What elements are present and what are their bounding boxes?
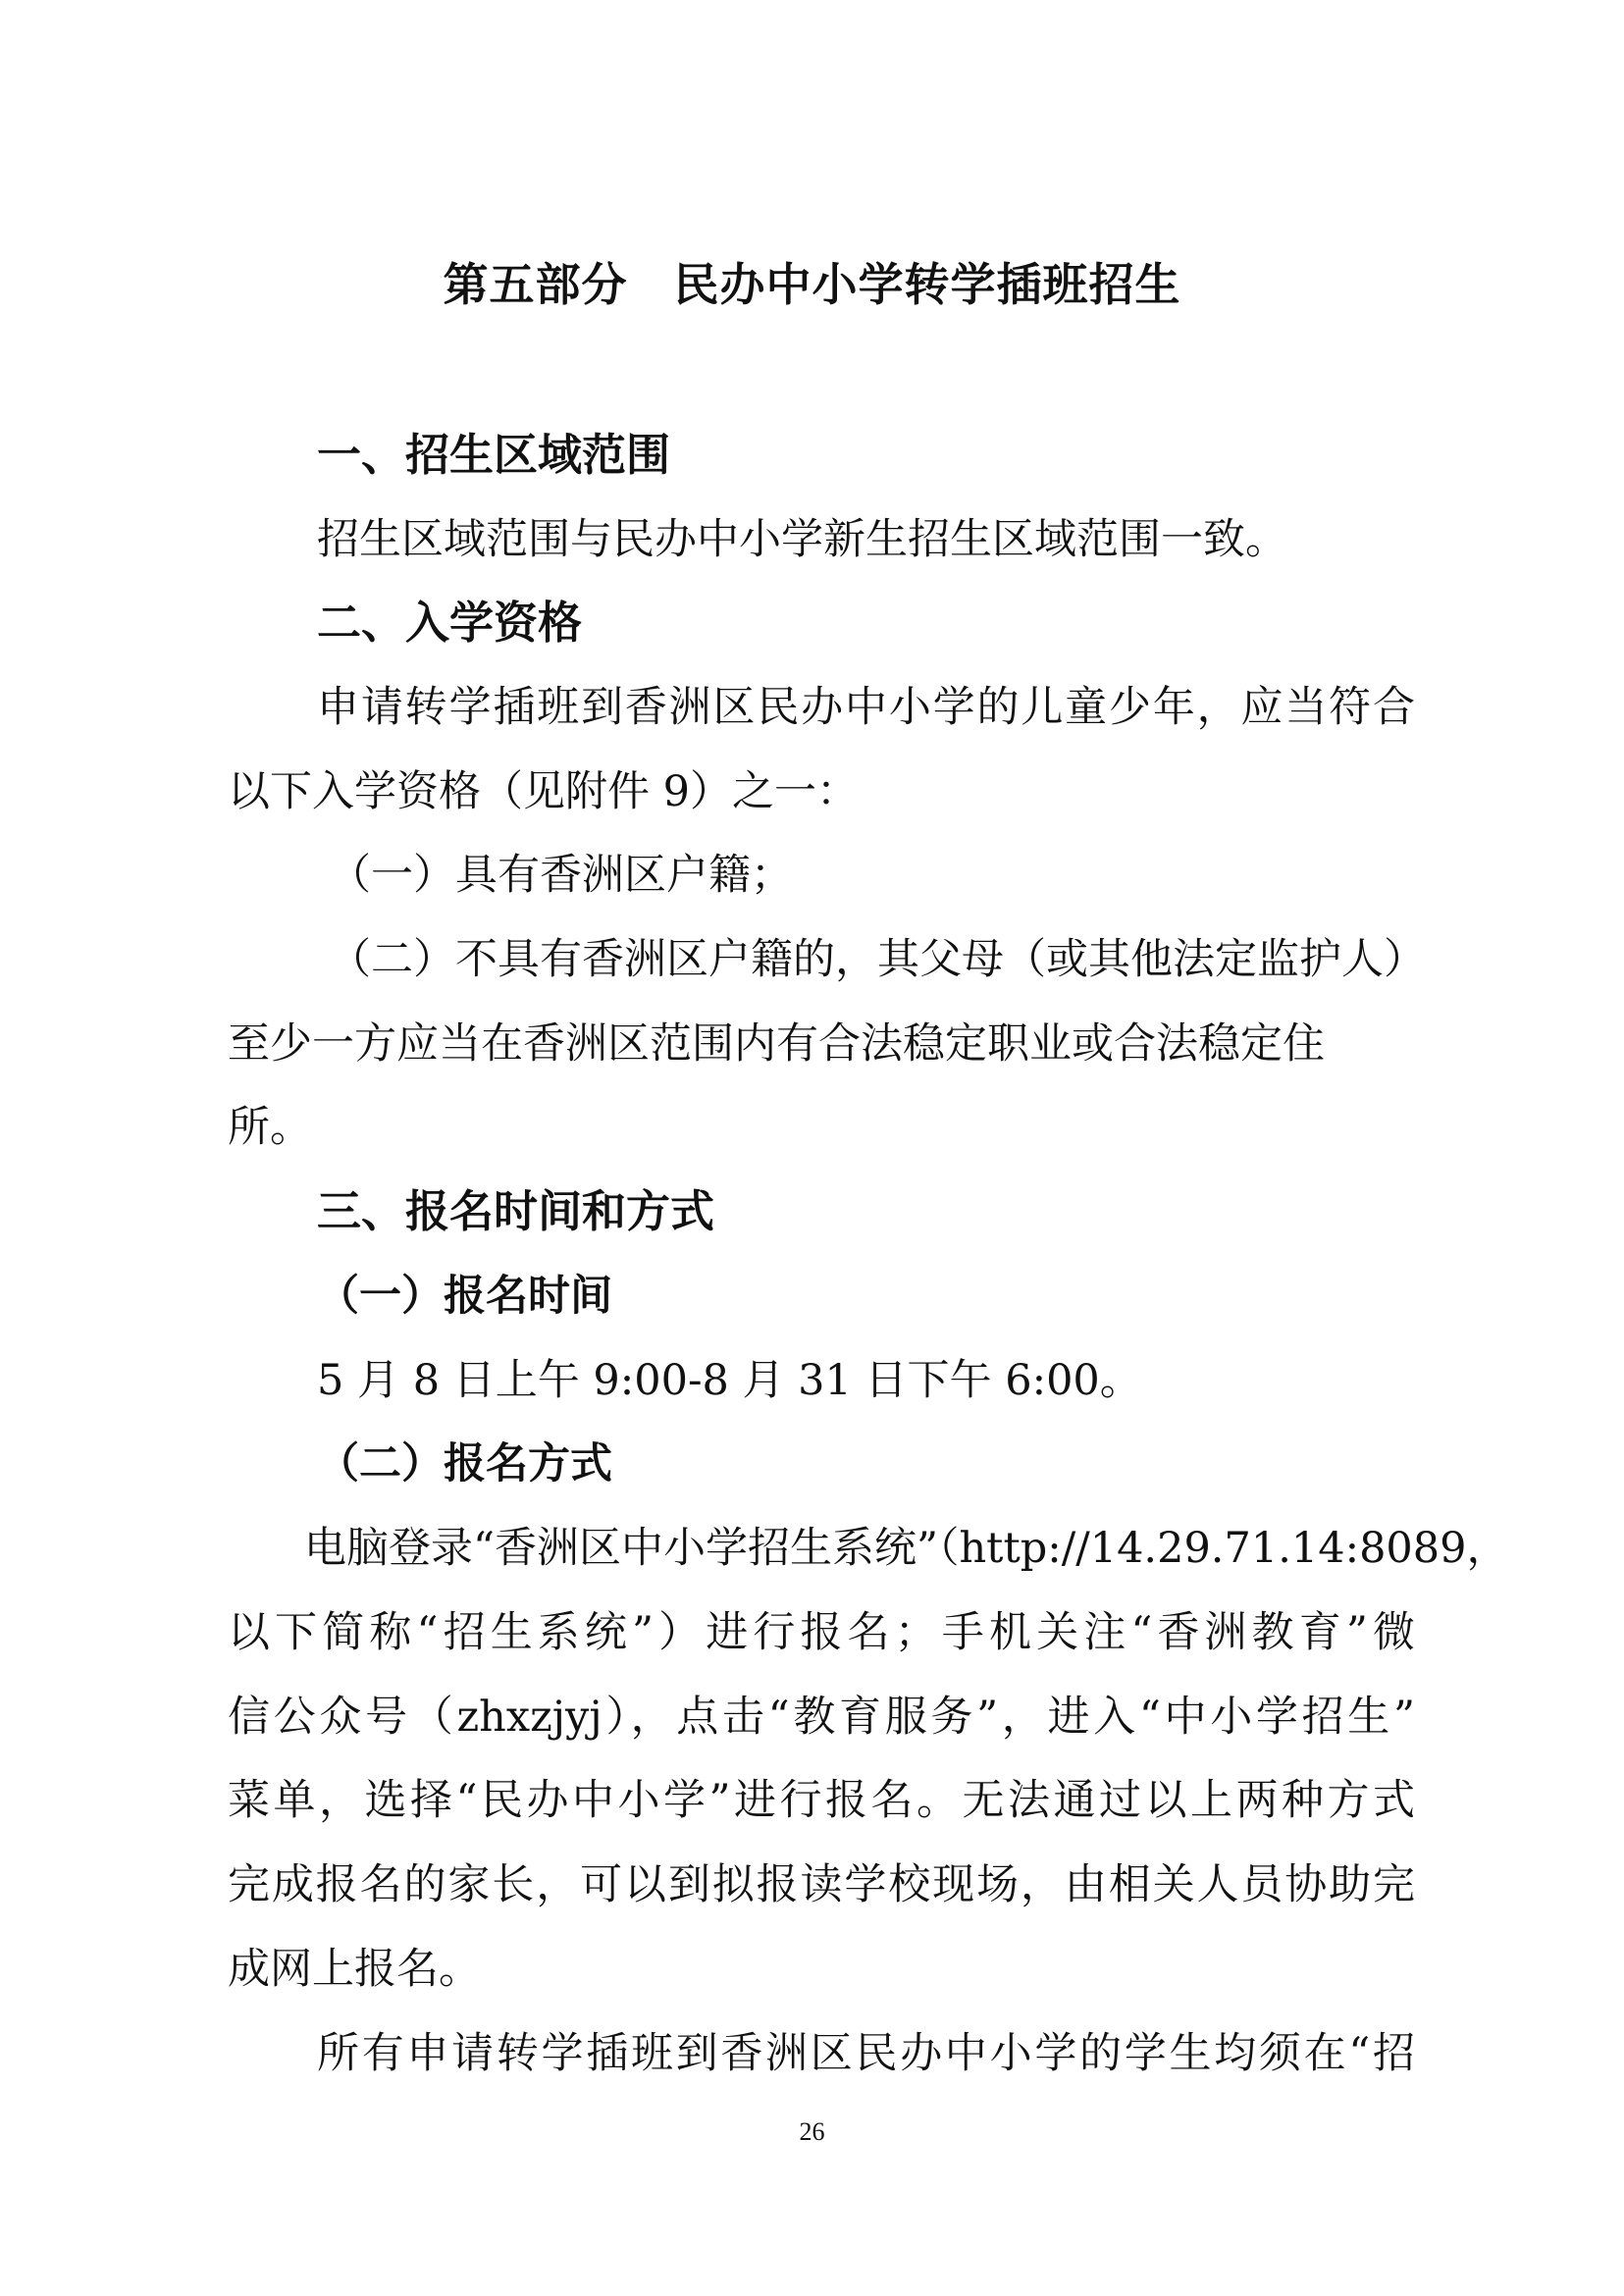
paragraph-line: 申请转学插班到香洲区民办中小学的儿童少年，应当符合 (317, 683, 1415, 732)
section-heading-1: 一、招生区域范围 (317, 429, 671, 481)
paragraph-line: （一）具有香洲区户籍； (329, 851, 793, 900)
registration-time-text: 5 月 8 日上午 9:00-8 月 31 日下午 6:00。 (317, 1356, 1142, 1405)
paragraph-line: 信公众号（zhxzjyj），点击“教育服务”，进入“中小学招生” (228, 1693, 1415, 1742)
paragraph-line: 菜单，选择“民办中小学”进行报名。无法通过以上两种方式 (228, 1776, 1415, 1825)
paragraph-line: 完成报名的家长，可以到拟报读学校现场，由相关人员协助完 (228, 1860, 1415, 1909)
paragraph-line: 招生区域范围与民办中小学新生招生区域范围一致。 (317, 515, 1287, 564)
section-heading-2: 二、入学资格 (317, 597, 583, 649)
subsection-heading-registration-method: （二）报名方式 (317, 1439, 612, 1488)
paragraph-line: 电脑登录“香洲区中小学招生系统”（http://14.29.71.14:8089， (304, 1524, 1509, 1573)
subsection-heading-registration-time: （一）报名时间 (317, 1272, 612, 1321)
paragraph-line: 成网上报名。 (228, 1945, 481, 1994)
paragraph-line: 所。 (228, 1103, 312, 1152)
paragraph-line: 所有申请转学插班到香洲区民办中小学的学生均须在“招 (317, 2029, 1415, 2078)
paragraph-line: 至少一方应当在香洲区范围内有合法稳定职业或合法稳定住 (228, 1019, 1325, 1069)
page-title: 第五部分 民办中小学转学插班招生 (443, 258, 1181, 311)
page-number: 26 (799, 2117, 825, 2146)
paragraph-line: 以下入学资格（见附件 9）之一： (228, 767, 860, 816)
paragraph-line: （二）不具有香洲区户籍的，其父母（或其他法定监护人） (329, 935, 1426, 984)
section-heading-3: 三、报名时间和方式 (317, 1185, 715, 1237)
paragraph-line: 以下简称“招生系统”）进行报名；手机关注“香洲教育”微 (228, 1608, 1415, 1657)
